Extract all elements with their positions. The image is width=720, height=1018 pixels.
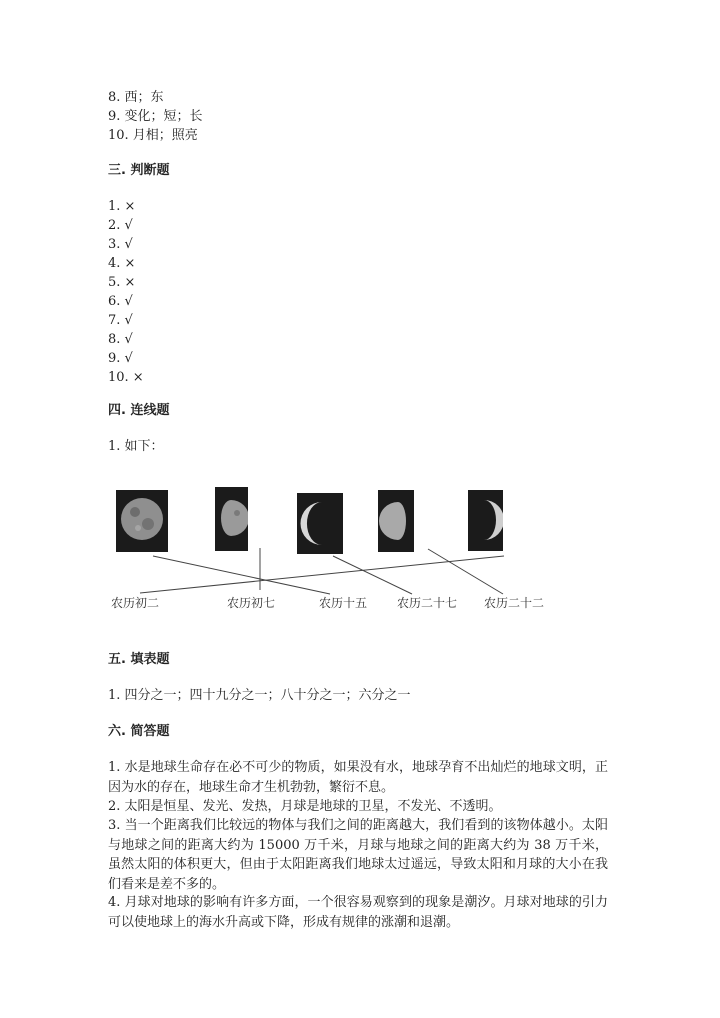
waning-moon-image [378, 490, 414, 552]
crescent-moon-image [468, 490, 503, 551]
moon-label: 农历十五 [319, 596, 368, 610]
judgement-item: 2. √ [108, 218, 133, 233]
answer-line: 10. 月相；照亮 [108, 128, 198, 143]
answer-line: 9. 变化；短；长 [108, 109, 203, 124]
full-moon-image [116, 490, 168, 552]
judgement-item: 1. × [108, 199, 136, 214]
fill-table-answer: 1. 四分之一；四十九分之一；八十分之一；六分之一 [108, 688, 411, 703]
moon-label: 农历初七 [227, 596, 276, 610]
moon-label: 农历二十七 [397, 596, 458, 610]
judgement-item: 8. √ [108, 332, 133, 347]
section-heading-judgement: 三. 判断题 [108, 163, 170, 178]
section-heading-short-answer: 六. 简答题 [108, 724, 170, 739]
short-answer-1: 1. 水是地球生命存在必不可少的物质，如果没有水，地球孕育不出灿烂的地球文明，正因为水的存在，地球生命才生机勃勃，繁衍不息。 [108, 760, 608, 795]
short-answer-4: 4. 月球对地球的影响有许多方面，一个很容易观察到的现象是潮汐。月球对地球的引力可以使地球上的海水升高或下降，形成有规律的涨潮和退潮。 [108, 895, 608, 930]
judgement-item: 5. × [108, 275, 136, 290]
judgement-item: 9. √ [108, 351, 133, 366]
short-answer-3: 3. 当一个距离我们比较远的物体与我们之间的距离越大，我们看到的该物体越小。太阳与地球之间的距离大约为 15000 万千米，月球与地球之间的距离大约为 38 万千米，虽然太阳的体积更大，但由于太阳距离我们地球太过遥远，导致太阳和月球的大小在我们看来是差不多的。 [108, 818, 608, 892]
matching-intro: 1. 如下： [108, 439, 164, 454]
judgement-item: 10. × [108, 370, 144, 385]
answer-line: 8. 西；东 [108, 90, 164, 105]
judgement-item: 4. × [108, 256, 136, 271]
judgement-item: 6. √ [108, 294, 133, 309]
moon-label: 农历初二 [111, 596, 160, 610]
judgement-item: 3. √ [108, 237, 133, 252]
section-heading-matching: 四. 连线题 [108, 403, 170, 418]
judgement-item: 7. √ [108, 313, 133, 328]
waxing-gibbous-moon-image [215, 487, 248, 551]
thin-crescent-moon-image [297, 493, 343, 554]
moon-label: 农历二十二 [484, 596, 545, 610]
short-answer-2: 2. 太阳是恒星、发光、发热，月球是地球的卫星，不发光、不透明。 [108, 799, 502, 814]
section-heading-fill-table: 五. 填表题 [108, 652, 170, 667]
